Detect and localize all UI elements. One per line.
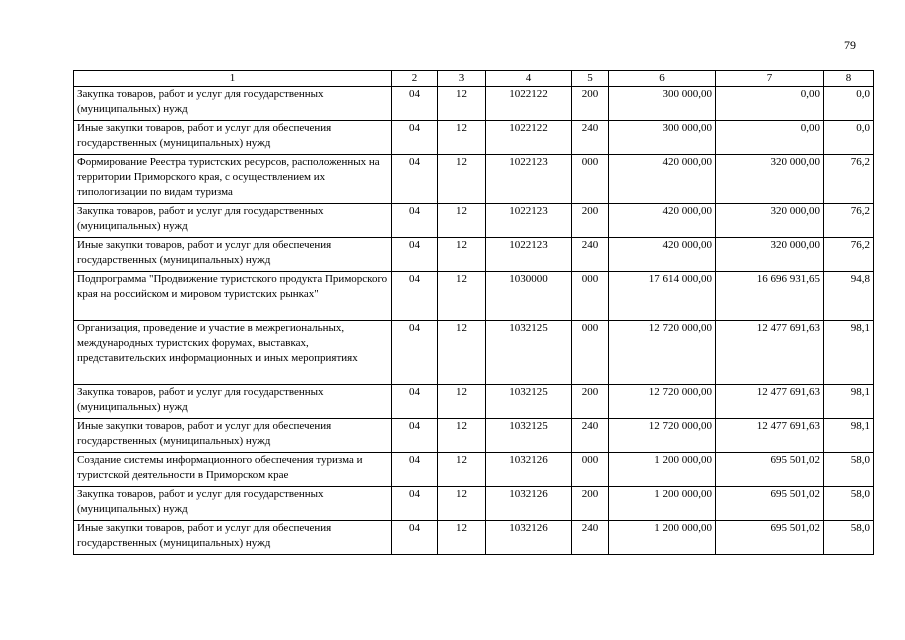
cell-planned: 420 000,00 xyxy=(609,204,716,238)
cell-section: 04 xyxy=(392,419,438,453)
cell-percent: 94,8 xyxy=(824,272,874,321)
cell-expense-type: 240 xyxy=(572,238,609,272)
cell-section: 04 xyxy=(392,521,438,555)
cell-percent: 76,2 xyxy=(824,238,874,272)
cell-planned: 420 000,00 xyxy=(609,155,716,204)
table-row xyxy=(74,453,874,487)
cell-section: 04 xyxy=(392,155,438,204)
cell-section: 04 xyxy=(392,121,438,155)
row-name: Закупка товаров, работ и услуг для государственных (муниципальных) нужд xyxy=(74,87,392,121)
cell-section: 04 xyxy=(392,487,438,521)
table-row xyxy=(74,87,874,121)
row-name: Формирование Реестра туристских ресурсов, расположенных на территории Приморского края, с осуществлением их типологизации по видам туризма xyxy=(74,155,392,204)
row-name: Создание системы информационного обеспечения туризма и туристской деятельности в Приморском крае xyxy=(74,453,392,487)
cell-planned: 12 720 000,00 xyxy=(609,321,716,385)
cell-section: 04 xyxy=(392,272,438,321)
column-header-3: 3 xyxy=(438,71,486,87)
cell-percent: 0,0 xyxy=(824,87,874,121)
row-name: Подпрограмма "Продвижение туристского продукта Приморского края на российском и мировом туристских рынках" xyxy=(74,272,392,321)
cell-percent: 98,1 xyxy=(824,419,874,453)
cell-planned: 1 200 000,00 xyxy=(609,487,716,521)
column-header-5: 5 xyxy=(572,71,609,87)
cell-target-code: 1032125 xyxy=(486,419,572,453)
cell-expense-type: 200 xyxy=(572,487,609,521)
cell-executed: 0,00 xyxy=(716,87,824,121)
cell-target-code: 1032126 xyxy=(486,521,572,555)
cell-target-code: 1032126 xyxy=(486,453,572,487)
cell-target-code: 1022122 xyxy=(486,87,572,121)
row-name: Закупка товаров, работ и услуг для государственных (муниципальных) нужд xyxy=(74,385,392,419)
cell-executed: 695 501,02 xyxy=(716,487,824,521)
cell-executed: 12 477 691,63 xyxy=(716,419,824,453)
budget-table xyxy=(73,70,874,555)
header-row xyxy=(74,71,874,87)
column-header-2: 2 xyxy=(392,71,438,87)
cell-expense-type: 240 xyxy=(572,521,609,555)
cell-planned: 300 000,00 xyxy=(609,87,716,121)
cell-percent: 58,0 xyxy=(824,487,874,521)
cell-expense-type: 200 xyxy=(572,87,609,121)
cell-planned: 300 000,00 xyxy=(609,121,716,155)
table-row xyxy=(74,487,874,521)
row-name: Закупка товаров, работ и услуг для государственных (муниципальных) нужд xyxy=(74,204,392,238)
cell-expense-type: 000 xyxy=(572,155,609,204)
cell-expense-type: 240 xyxy=(572,121,609,155)
cell-subsection: 12 xyxy=(438,419,486,453)
cell-executed: 12 477 691,63 xyxy=(716,385,824,419)
cell-section: 04 xyxy=(392,238,438,272)
table-row xyxy=(74,204,874,238)
row-name: Иные закупки товаров, работ и услуг для обеспечения государственных (муниципальных) нужд xyxy=(74,121,392,155)
cell-subsection: 12 xyxy=(438,121,486,155)
page-number: 79 xyxy=(844,38,856,52)
cell-planned: 1 200 000,00 xyxy=(609,453,716,487)
cell-planned: 12 720 000,00 xyxy=(609,419,716,453)
cell-planned: 12 720 000,00 xyxy=(609,385,716,419)
cell-planned: 420 000,00 xyxy=(609,238,716,272)
column-header-1: 1 xyxy=(74,71,392,87)
cell-subsection: 12 xyxy=(438,238,486,272)
row-name: Организация, проведение и участие в межрегиональных, международных туристских форумах, выставках, представительских информационных и иных мероприятиях xyxy=(74,321,392,385)
cell-percent: 98,1 xyxy=(824,321,874,385)
cell-percent: 76,2 xyxy=(824,155,874,204)
row-name: Иные закупки товаров, работ и услуг для обеспечения государственных (муниципальных) нужд xyxy=(74,238,392,272)
cell-executed: 695 501,02 xyxy=(716,521,824,555)
cell-target-code: 1032126 xyxy=(486,487,572,521)
cell-subsection: 12 xyxy=(438,87,486,121)
cell-subsection: 12 xyxy=(438,321,486,385)
cell-percent: 58,0 xyxy=(824,521,874,555)
table-row xyxy=(74,419,874,453)
cell-subsection: 12 xyxy=(438,385,486,419)
cell-target-code: 1022122 xyxy=(486,121,572,155)
cell-target-code: 1022123 xyxy=(486,238,572,272)
cell-section: 04 xyxy=(392,385,438,419)
cell-subsection: 12 xyxy=(438,204,486,238)
cell-percent: 98,1 xyxy=(824,385,874,419)
cell-target-code: 1032125 xyxy=(486,385,572,419)
column-header-4: 4 xyxy=(486,71,572,87)
cell-executed: 0,00 xyxy=(716,121,824,155)
cell-section: 04 xyxy=(392,321,438,385)
cell-subsection: 12 xyxy=(438,272,486,321)
cell-executed: 320 000,00 xyxy=(716,204,824,238)
cell-section: 04 xyxy=(392,204,438,238)
cell-expense-type: 000 xyxy=(572,453,609,487)
column-header-6: 6 xyxy=(609,71,716,87)
row-name: Закупка товаров, работ и услуг для государственных (муниципальных) нужд xyxy=(74,487,392,521)
cell-target-code: 1022123 xyxy=(486,204,572,238)
table-row xyxy=(74,121,874,155)
table-row xyxy=(74,321,874,385)
cell-target-code: 1030000 xyxy=(486,272,572,321)
cell-expense-type: 200 xyxy=(572,385,609,419)
cell-executed: 16 696 931,65 xyxy=(716,272,824,321)
cell-expense-type: 240 xyxy=(572,419,609,453)
cell-percent: 0,0 xyxy=(824,121,874,155)
cell-percent: 76,2 xyxy=(824,204,874,238)
cell-expense-type: 200 xyxy=(572,204,609,238)
cell-executed: 320 000,00 xyxy=(716,238,824,272)
cell-section: 04 xyxy=(392,87,438,121)
table-row xyxy=(74,272,874,321)
column-header-7: 7 xyxy=(716,71,824,87)
cell-executed: 695 501,02 xyxy=(716,453,824,487)
cell-percent: 58,0 xyxy=(824,453,874,487)
cell-section: 04 xyxy=(392,453,438,487)
cell-expense-type: 000 xyxy=(572,272,609,321)
row-name: Иные закупки товаров, работ и услуг для обеспечения государственных (муниципальных) нужд xyxy=(74,419,392,453)
cell-planned: 1 200 000,00 xyxy=(609,521,716,555)
table-row xyxy=(74,238,874,272)
cell-expense-type: 000 xyxy=(572,321,609,385)
table-row xyxy=(74,385,874,419)
column-header-8: 8 xyxy=(824,71,874,87)
cell-subsection: 12 xyxy=(438,487,486,521)
cell-target-code: 1032125 xyxy=(486,321,572,385)
table-row xyxy=(74,155,874,204)
cell-executed: 320 000,00 xyxy=(716,155,824,204)
table-row xyxy=(74,521,874,555)
cell-subsection: 12 xyxy=(438,155,486,204)
row-name: Иные закупки товаров, работ и услуг для обеспечения государственных (муниципальных) нужд xyxy=(74,521,392,555)
cell-planned: 17 614 000,00 xyxy=(609,272,716,321)
cell-subsection: 12 xyxy=(438,521,486,555)
cell-subsection: 12 xyxy=(438,453,486,487)
cell-target-code: 1022123 xyxy=(486,155,572,204)
cell-executed: 12 477 691,63 xyxy=(716,321,824,385)
